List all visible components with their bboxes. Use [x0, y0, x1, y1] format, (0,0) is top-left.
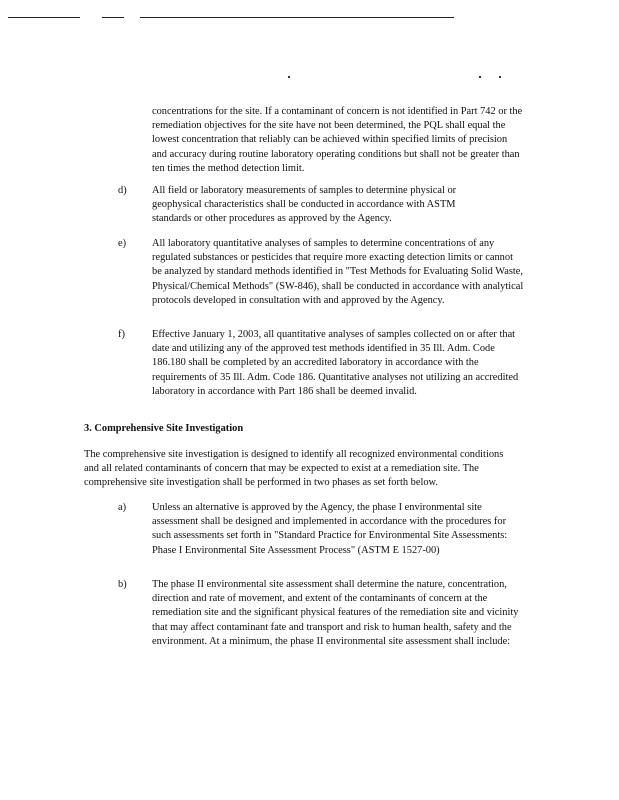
- scan-speck: [479, 76, 481, 78]
- list-marker-d: d): [118, 185, 127, 196]
- scan-speck: [288, 76, 290, 78]
- list-item-d: All field or laboratory measurements of samples to determine physical or geophysical characteristics shall be conducted in accordance with ASTM standards or other procedures as approved by the Agency.: [152, 185, 457, 225]
- list-item-a: Unless an alternative is approved by the Agency, the phase I environmental site assessment shall be designed and implemented in accordance with the procedures for such assessments set forth in "Standard Practice for Environmental Site Assessments: Phase I Environmental Site Assessment Process" (ASTM E 1527-00): [152, 502, 508, 556]
- list-marker-b: b): [118, 579, 127, 590]
- continuation-paragraph: concentrations for the site. If a contaminant of concern is not identified in Part 742 or the remediation objectives for the site have not been determined, the PQL shall equal the lowest concentration that reliably can be achieved within specified limits of precision and accuracy during routine laboratory operating conditions but shall not be greater than ten times the method detection limit.: [152, 106, 523, 174]
- list-marker-f: f): [118, 329, 125, 340]
- list-marker-e: e): [118, 238, 127, 249]
- scan-speck: [499, 76, 501, 78]
- top-rule-short: [102, 17, 124, 18]
- list-item-f: Effective January 1, 2003, all quantitative analyses of samples collected on or after that date and utilizing any of the approved test methods identified in 35 Ill. Adm. Code 186.180 shall be completed by an accredited laboratory in accordance with the requirements of 35 Ill. Adm. Code 186. Quantitative analyses not utilizing an accredited laboratory in accordance with Part 186 shall be deemed invalid.: [152, 329, 519, 397]
- top-rule-left: [8, 17, 80, 18]
- list-item-e: All laboratory quantitative analyses of samples to determine concentrations of any regulated substances or pesticides that require more exacting detection limits or cannot be analyzed by standard methods identified in "Test Methods for Evaluating Solid Waste, Physical/Chemical Methods" (SW-846), shall be conducted in accordance with analytical protocols developed in consultation with and approved by the Agency.: [152, 238, 524, 306]
- list-marker-a: a): [118, 502, 127, 513]
- list-item-b: The phase II environmental site assessment shall determine the nature, concentration, direction and rate of movement, and extent of the contaminants of concern at the remediation site and the significant physical features of the remediation site and vicinity that may affect contaminant fate and transport and risk to human health, safety and the environment. At a minimum, the phase II environmental site assessment shall include:: [152, 579, 519, 647]
- section-intro: The comprehensive site investigation is designed to identify all recognized environmental conditions and all related contaminants of concern that may be expected to exist at a remediation site. The comprehensive site investigation shall be performed in two phases as set forth below.: [84, 449, 504, 489]
- top-rule-long: [140, 17, 454, 18]
- section-heading: 3. Comprehensive Site Investigation: [84, 423, 244, 434]
